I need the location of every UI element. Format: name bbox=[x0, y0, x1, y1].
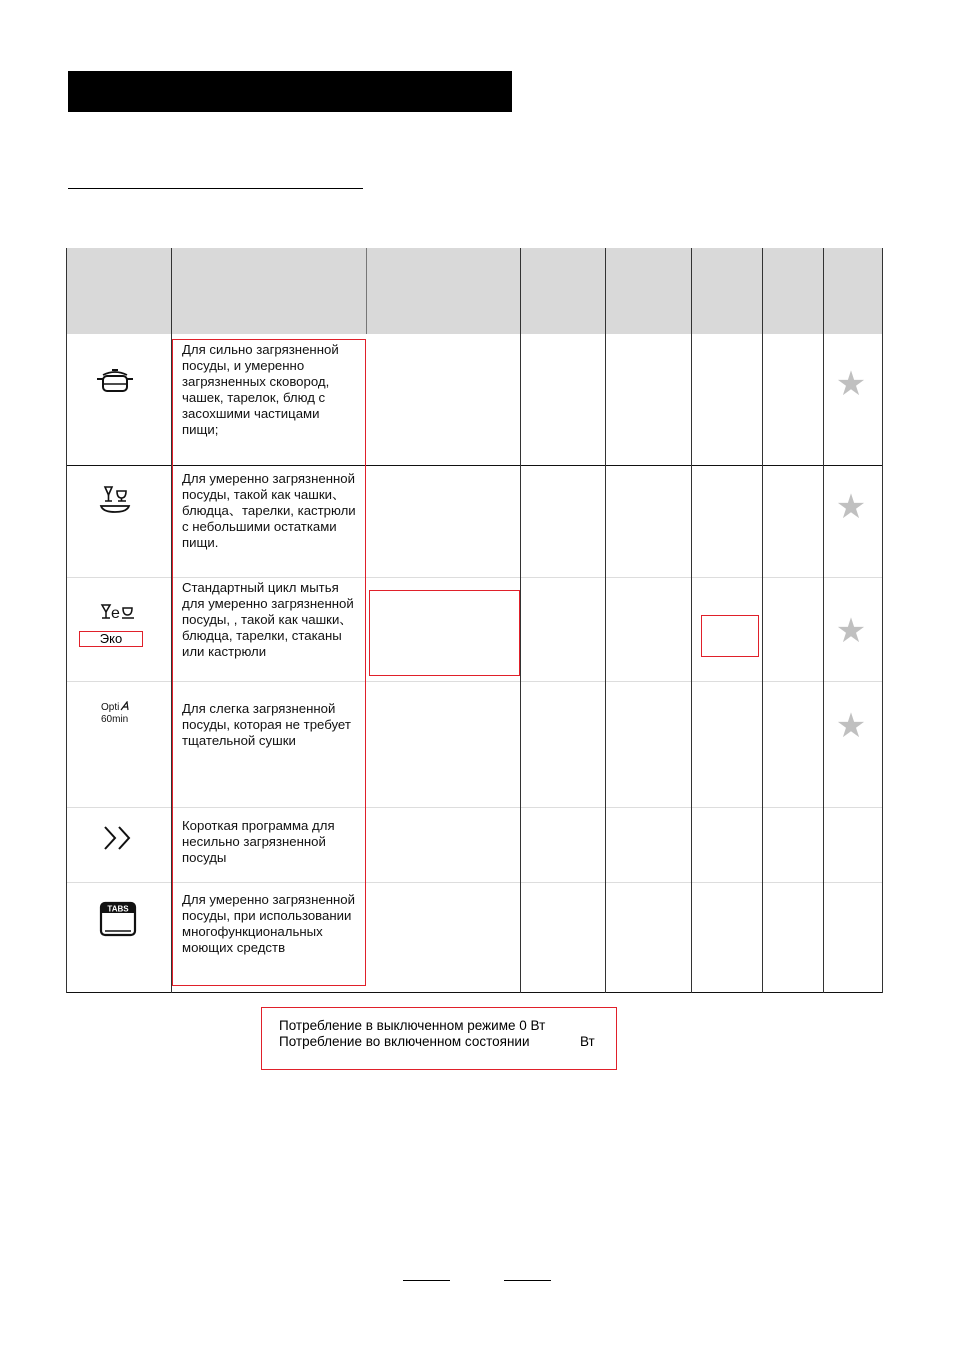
program-description: Стандартный цикл мытья для умеренно загрязненной посуды, , такой как чашки、блюдца, тарелки, стаканы или кастрюли bbox=[182, 580, 354, 659]
star-icon: ★ bbox=[835, 365, 867, 403]
column-divider bbox=[762, 248, 763, 993]
column-divider bbox=[520, 248, 521, 993]
tabs-icon bbox=[99, 901, 137, 937]
star-icon: ★ bbox=[835, 612, 867, 650]
eco-label: Эко bbox=[99, 631, 123, 646]
footer-underline bbox=[504, 1280, 551, 1281]
program-description: Для сильно загрязненной посуды, и умеренно загрязненных сковород, чашек, тарелок, блюд с засохшими частицами пищи; bbox=[182, 342, 339, 437]
value-highlight-box bbox=[701, 615, 759, 657]
double-chevron-icon bbox=[103, 825, 135, 851]
svg-text:e: e bbox=[111, 605, 120, 622]
table-bottom-border bbox=[66, 992, 883, 993]
program-description: Короткая программа для несильно загрязненной посуды bbox=[182, 818, 335, 865]
column-divider bbox=[823, 248, 824, 993]
program-description: Для умеренно загрязненной посуды, такой как чашки、блюдца、тарелки, кастрюли с небольшими остатками пищи. bbox=[182, 471, 356, 550]
star-icon: ★ bbox=[835, 488, 867, 526]
program-description: Для слегка загрязненной посуды, которая не требует тщательной сушки bbox=[182, 701, 351, 748]
column-divider bbox=[605, 248, 606, 993]
power-off-mode: Потребление в выключенном режиме 0 Вт bbox=[279, 1018, 546, 1033]
description-highlight-box bbox=[172, 339, 366, 986]
power-on-unit: Вт bbox=[580, 1034, 595, 1049]
value-highlight-box bbox=[369, 590, 520, 676]
svg-text:Opti: Opti bbox=[101, 702, 120, 713]
svg-text:60min: 60min bbox=[101, 714, 129, 725]
column-divider bbox=[66, 248, 67, 993]
table-header bbox=[66, 248, 883, 334]
power-on-mode: Потребление во включенном состоянии bbox=[279, 1034, 530, 1049]
column-divider bbox=[691, 248, 692, 993]
power-consumption-box bbox=[261, 1007, 617, 1070]
star-icon: ★ bbox=[835, 707, 867, 745]
footer-underline bbox=[403, 1280, 450, 1281]
section-title-bar bbox=[68, 71, 512, 112]
column-divider bbox=[882, 248, 883, 993]
svg-text:TABS: TABS bbox=[107, 904, 129, 914]
eco-glass-cup-icon bbox=[100, 603, 136, 623]
program-description: Для умеренно загрязненной посуды, при использовании многофункциональных моющих средств bbox=[182, 892, 355, 955]
column-divider bbox=[366, 248, 367, 334]
subtitle-underline bbox=[68, 188, 363, 189]
glasses-plates-icon bbox=[99, 485, 133, 517]
pot-icon bbox=[95, 366, 135, 396]
opti-60min-icon bbox=[100, 701, 140, 725]
